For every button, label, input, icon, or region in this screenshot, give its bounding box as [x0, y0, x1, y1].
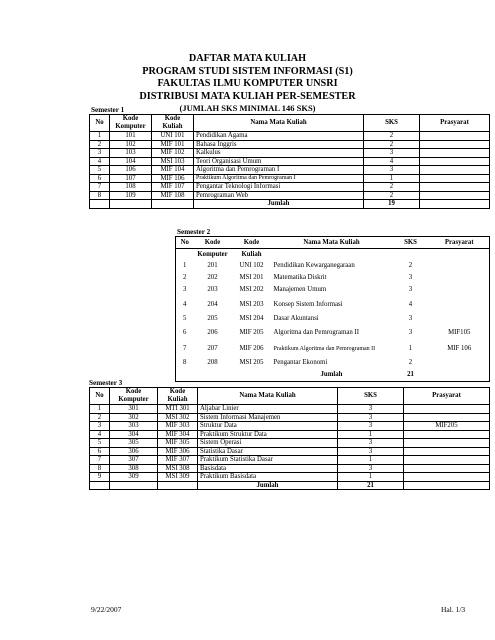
cell-nama: Pengantar Ekonomi	[273, 359, 328, 367]
total-row	[90, 200, 490, 209]
cell-sks: 2	[364, 183, 420, 192]
col-header-no: No	[176, 237, 194, 249]
cell-sks: 1	[338, 473, 404, 482]
col-header-kode-kuliah: Kode Kuliah	[158, 388, 198, 405]
col-header-kode-2: Kode	[232, 237, 272, 249]
cell-prasyarat	[420, 183, 490, 192]
cell-kode-kuliah: MIF 304	[158, 430, 198, 439]
cell-nama: Manajemen Umum	[273, 286, 327, 294]
cell-prasyarat	[420, 174, 490, 183]
cell-prasyarat	[420, 140, 490, 149]
col-header-kode-1: Kode	[194, 237, 232, 249]
cell-nama: Pendidikan Agama	[194, 132, 364, 141]
cell-nama: Kalkulus	[194, 149, 364, 158]
table-row	[90, 422, 490, 431]
cell-nama: Statistika Dasar	[198, 447, 338, 456]
col-header-sks: SKS	[338, 388, 404, 405]
table-row	[90, 166, 490, 175]
cell-nama: Konsep Sistem Informasi	[273, 300, 343, 308]
cell-no: 4	[90, 430, 110, 439]
cell-no: 6	[90, 174, 110, 183]
col-header-nama: Nama Mata Kuliah	[198, 388, 338, 405]
total-row	[90, 481, 490, 490]
cell-nama: Praktikum Statistika Dasar	[198, 456, 338, 465]
cell-no: 3	[90, 422, 110, 431]
cell-sks: 2	[364, 132, 420, 141]
cell-prasyarat	[404, 464, 490, 473]
footer-page-number: Hal. 1/3	[441, 605, 466, 614]
cell-prasyarat	[420, 157, 490, 166]
cell-no: 1	[90, 132, 110, 141]
col-header-no: No	[90, 115, 110, 132]
cell-nama: Pemrograman Web	[194, 191, 364, 200]
document-header	[0, 53, 495, 114]
col-header-nama: Nama Mata Kuliah	[194, 115, 364, 132]
col-header-prasyarat: Prasyarat	[420, 115, 490, 132]
cell-kode-komputer: 104	[110, 157, 152, 166]
col-header-kode-kuliah: Kode Kuliah	[152, 115, 194, 132]
cell-kode-kuliah: MSI 201	[239, 274, 264, 282]
col-header-kode-komputer: Kode Komputer	[110, 115, 152, 132]
cell-kode-komputer: 309	[110, 473, 158, 482]
cell-no: 3	[90, 149, 110, 158]
cell-no: 6	[183, 329, 187, 337]
cell-kode-kuliah: MSI 309	[158, 473, 198, 482]
cell-sks: 3	[408, 314, 413, 322]
cell-sks: 3	[338, 413, 404, 422]
cell-sks: 1	[408, 345, 413, 353]
cell-kode-komputer: 204	[207, 300, 218, 308]
cell-nama: Basisdata	[198, 464, 338, 473]
cell-kode-komputer: 205	[207, 314, 218, 322]
table-row	[90, 405, 490, 414]
table-row	[90, 183, 490, 192]
semester-2-table	[175, 236, 490, 382]
table-row	[90, 191, 490, 200]
cell-prasyarat: MIF 106	[447, 345, 472, 353]
cell-kode-kuliah: MIF 306	[158, 447, 198, 456]
cell-no: 1	[90, 405, 110, 414]
cell-prasyarat	[430, 284, 490, 296]
cell-nama: Aljabar Linier	[198, 405, 338, 414]
cell-no: 5	[90, 166, 110, 175]
cell-no: 8	[183, 359, 187, 367]
cell-no: 2	[90, 140, 110, 149]
cell-kode-komputer: 102	[110, 140, 152, 149]
cell-nama: Sistem Operasi	[198, 439, 338, 448]
cell-prasyarat	[420, 191, 490, 200]
cell-kode-kuliah: MIF 206	[239, 345, 264, 353]
table-row	[90, 473, 490, 482]
table-row	[176, 296, 490, 312]
cell-sks: 1	[338, 456, 404, 465]
table-row	[90, 456, 490, 465]
cell-no: 7	[90, 456, 110, 465]
table-row	[90, 157, 490, 166]
cell-nama: Praktikum Algoritma dan Pemrograman II	[273, 345, 376, 352]
cell-kode-kuliah: MSI 205	[239, 359, 264, 367]
cell-kode-kuliah: MSI 308	[158, 464, 198, 473]
cell-prasyarat	[430, 272, 490, 284]
table-row	[176, 260, 490, 272]
header-line-1: DAFTAR MATA KULIAH	[188, 53, 307, 64]
cell-no: 1	[183, 262, 187, 270]
semester-3-label: Semester 3	[89, 379, 123, 387]
table-row	[90, 439, 490, 448]
cell-kode-komputer: 303	[110, 422, 158, 431]
col-header-sks: SKS	[392, 237, 430, 249]
cell-kode-kuliah: MIF 303	[158, 422, 198, 431]
cell-nama: Dasar Akuntansi	[273, 314, 319, 322]
cell-kode-komputer: 307	[110, 456, 158, 465]
cell-sks: 3	[408, 329, 413, 337]
cell-sks: 3	[408, 286, 413, 294]
cell-no: 9	[90, 473, 110, 482]
cell-prasyarat	[430, 296, 490, 312]
table-row	[176, 312, 490, 324]
col-header-nama: Nama Mata Kuliah	[272, 237, 392, 249]
cell-kode-kuliah: MIF 106	[152, 174, 194, 183]
cell-prasyarat	[430, 260, 490, 272]
cell-nama: Praktikum Struktur Data	[198, 430, 338, 439]
header-line-4: DISTRIBUSI MATA KULIAH PER-SEMESTER	[139, 90, 356, 102]
cell-prasyarat: MIF105	[448, 329, 471, 337]
table-header-row	[176, 237, 490, 249]
semester-1-label: Semester 1	[91, 106, 125, 114]
cell-nama: Praktikum Algoritma dan Pemrograman I	[194, 174, 364, 183]
cell-kode-kuliah: MIF 107	[152, 183, 194, 192]
cell-no: 6	[90, 447, 110, 456]
col-header-sks: SKS	[364, 115, 420, 132]
total-row	[176, 369, 490, 381]
col-header-no: No	[90, 388, 110, 405]
cell-kode-komputer: 103	[110, 149, 152, 158]
cell-no: 4	[183, 300, 187, 308]
cell-kode-komputer: 107	[110, 174, 152, 183]
cell-kode-kuliah: MIF 307	[158, 456, 198, 465]
cell-sks: 2	[364, 140, 420, 149]
table-row	[176, 357, 490, 369]
cell-kode-kuliah: MSI 202	[239, 286, 264, 294]
cell-nama: Sistem Informasi Manajemen	[198, 413, 338, 422]
cell-sks: 4	[364, 157, 420, 166]
cell-prasyarat	[404, 473, 490, 482]
cell-prasyarat	[404, 456, 490, 465]
cell-sks: 3	[338, 464, 404, 473]
footer-date: 9/22/2007	[91, 605, 122, 614]
cell-kode-kuliah: MIF 102	[152, 149, 194, 158]
subheader-row	[176, 249, 490, 260]
cell-prasyarat	[404, 447, 490, 456]
cell-sks: 4	[408, 300, 413, 308]
table-row	[90, 140, 490, 149]
cell-kode-kuliah: MSI 302	[158, 413, 198, 422]
cell-kode-komputer: 201	[207, 262, 218, 270]
cell-no: 5	[90, 439, 110, 448]
table-row	[176, 341, 490, 357]
cell-kode-kuliah: MIF 305	[158, 439, 198, 448]
subheader-komputer: Komputer	[197, 250, 228, 258]
cell-no: 8	[90, 464, 110, 473]
semester-3-rows	[90, 405, 490, 490]
table-row	[176, 272, 490, 284]
cell-kode-kuliah: MSI 203	[239, 300, 264, 308]
cell-prasyarat	[420, 149, 490, 158]
semester-2-label: Semester 2	[177, 228, 211, 236]
semester-1-rows	[90, 132, 490, 209]
cell-kode-komputer: 208	[207, 359, 218, 367]
semester-1-table	[89, 114, 490, 209]
cell-nama: Algoritma dan Pemrograman II	[273, 329, 360, 337]
cell-kode-kuliah: MSI 204	[239, 314, 264, 322]
cell-prasyarat	[404, 439, 490, 448]
cell-kode-komputer: 101	[110, 132, 152, 141]
cell-sks: 2	[408, 359, 413, 367]
cell-kode-kuliah: MIF 104	[152, 166, 194, 175]
cell-prasyarat	[430, 312, 490, 324]
cell-nama: Struktur Data	[198, 422, 338, 431]
subheader-kuliah: Kuliah	[241, 250, 262, 258]
table-row	[90, 413, 490, 422]
total-label: Jumlah	[198, 481, 338, 490]
cell-prasyarat	[420, 166, 490, 175]
cell-nama: Praktikum Basisdata	[198, 473, 338, 482]
cell-no: 5	[183, 314, 187, 322]
cell-sks: 3	[364, 149, 420, 158]
cell-kode-komputer: 106	[110, 166, 152, 175]
cell-no: 7	[90, 183, 110, 192]
cell-nama: Pendidikan Kewarganegaraan	[273, 262, 355, 270]
cell-sks: 3	[338, 447, 404, 456]
table-row	[90, 430, 490, 439]
cell-kode-komputer: 206	[207, 329, 218, 337]
cell-kode-komputer: 306	[110, 447, 158, 456]
cell-nama: Matematika Diskrit	[273, 274, 327, 282]
total-sks: 21	[407, 371, 414, 379]
cell-prasyarat	[430, 357, 490, 369]
cell-nama: Bahasa Inggris	[194, 140, 364, 149]
cell-kode-komputer: 108	[110, 183, 152, 192]
cell-nama: Algoritma dan Pemrograman I	[194, 166, 364, 175]
cell-prasyarat	[404, 405, 490, 414]
cell-sks: 1	[364, 174, 420, 183]
semester-2-rows	[176, 249, 490, 382]
cell-kode-kuliah: MIF 205	[239, 329, 264, 337]
table-header-row	[90, 115, 490, 132]
semester-3-table	[89, 387, 490, 490]
col-header-prasyarat: Prasyarat	[430, 237, 490, 249]
table-row	[90, 132, 490, 141]
cell-sks: 3	[338, 439, 404, 448]
header-subtitle: (JUMLAH SKS MINIMAL 146 SKS)	[179, 103, 316, 114]
cell-kode-komputer: 203	[207, 286, 218, 294]
cell-kode-kuliah: MIF 108	[152, 191, 194, 200]
cell-no: 3	[183, 286, 187, 294]
cell-kode-komputer: 302	[110, 413, 158, 422]
cell-prasyarat: MIF205	[404, 422, 490, 431]
table-row	[90, 149, 490, 158]
total-label: Jumlah	[320, 371, 343, 379]
cell-sks: 2	[364, 191, 420, 200]
total-sks: 19	[364, 200, 420, 209]
table-row	[90, 464, 490, 473]
table-row	[176, 324, 490, 340]
cell-prasyarat	[404, 430, 490, 439]
header-line-2: PROGRAM STUDI SISTEM INFORMASI (S1)	[142, 65, 353, 77]
cell-kode-komputer: 301	[110, 405, 158, 414]
col-header-prasyarat: Prasyarat	[404, 388, 490, 405]
total-label: Jumlah	[194, 200, 364, 209]
table-header-row	[90, 388, 490, 405]
cell-sks: 1	[338, 430, 404, 439]
cell-kode-kuliah: UNI 102	[239, 262, 264, 270]
cell-sks: 3	[338, 405, 404, 414]
cell-kode-komputer: 305	[110, 439, 158, 448]
cell-no: 8	[90, 191, 110, 200]
col-header-kode-komputer: Kode Komputer	[110, 388, 158, 405]
cell-no: 2	[90, 413, 110, 422]
total-sks: 21	[338, 481, 404, 490]
cell-kode-kuliah: MSI 103	[152, 157, 194, 166]
cell-kode-komputer: 109	[110, 191, 152, 200]
cell-sks: 3	[408, 274, 413, 282]
table-row	[90, 447, 490, 456]
cell-kode-kuliah: UNI 101	[152, 132, 194, 141]
cell-sks: 3	[338, 422, 404, 431]
cell-sks: 3	[364, 166, 420, 175]
cell-kode-kuliah: MIF 101	[152, 140, 194, 149]
cell-nama: Teori Organisasi Umum	[194, 157, 364, 166]
table-row	[90, 174, 490, 183]
cell-kode-komputer: 207	[207, 345, 218, 353]
cell-sks: 2	[408, 262, 413, 270]
cell-no: 7	[183, 345, 187, 353]
table-row	[176, 284, 490, 296]
cell-prasyarat	[420, 132, 490, 141]
cell-nama: Pengantar Teknologi Informasi	[194, 183, 364, 192]
header-line-3: FAKULTAS ILMU KOMPUTER UNSRI	[157, 78, 338, 90]
cell-kode-kuliah: MTI 301	[158, 405, 198, 414]
cell-kode-komputer: 202	[207, 274, 218, 282]
cell-prasyarat	[404, 413, 490, 422]
cell-no: 4	[90, 157, 110, 166]
cell-no: 2	[183, 274, 187, 282]
cell-kode-komputer: 304	[110, 430, 158, 439]
cell-kode-komputer: 308	[110, 464, 158, 473]
